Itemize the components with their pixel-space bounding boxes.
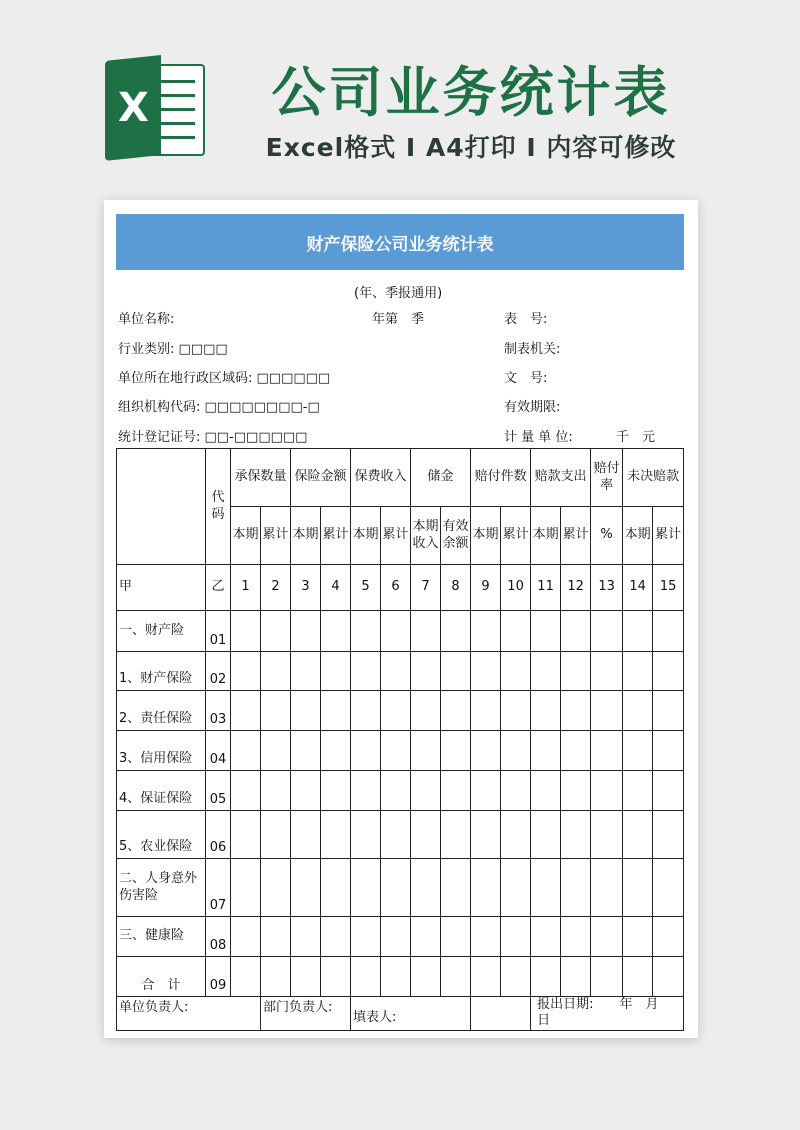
row-code: 09 [206,957,231,997]
issuer-field: 制表机关: [504,342,561,357]
filler-field: 填表人: [351,997,471,1031]
sub-header: 累计 [501,507,531,565]
sub-header: 本期 [291,507,321,565]
group-header: 赔付件数 [471,449,531,507]
index-cell: 10 [501,565,531,611]
table-row [117,771,684,811]
row-code: 03 [206,691,231,731]
group-header: 保费收入 [351,449,411,507]
year-quarter-field: 年第 季 [372,312,425,327]
index-cell: 9 [471,565,501,611]
index-row [117,565,684,611]
row-label: 4、保证保险 [117,771,206,811]
group-header: 赔款支出 [531,449,591,507]
code-header: 代码 [206,449,231,565]
header-row-groups [117,449,684,507]
index-cell: 乙 [206,565,231,611]
group-header: 赔付率 [591,449,623,507]
org-code-field: 组织机构代码: □□□□□□□□-□ [118,400,320,415]
index-cell: 14 [623,565,653,611]
row-code: 07 [206,859,231,917]
row-label: 一、财产险 [117,611,206,652]
page-title: 公司业务统计表 [271,61,671,124]
excel-logo-icon [105,58,205,158]
table-row [117,917,684,957]
table-row-total [117,957,684,997]
sub-header: 本期 [351,507,381,565]
industry-field: 行业类别: □□□□ [118,342,228,357]
index-cell: 甲 [117,565,206,611]
period-note: (年、季报通用) [354,286,443,301]
index-cell: 3 [291,565,321,611]
row-label: 1、财产保险 [117,652,206,691]
sub-header: 累计 [381,507,411,565]
doc-number-field: 文 号: [504,371,548,386]
table-row [117,731,684,771]
sub-header: 本期 [231,507,261,565]
report-date-field [531,997,684,1031]
row-label: 5、农业保险 [117,811,206,859]
valid-period-field: 有效期限: [504,400,561,415]
sheet-title-banner: 财产保险公司业务统计表 [116,214,684,270]
index-cell: 11 [531,565,561,611]
row-code: 02 [206,652,231,691]
table-row [117,611,684,652]
sub-header: 有效余额 [441,507,471,565]
index-cell: 8 [441,565,471,611]
sub-header: 本期 [471,507,501,565]
index-cell: 1 [231,565,261,611]
row-code: 08 [206,917,231,957]
sub-header: % [591,507,623,565]
row-label: 合 计 [117,957,206,997]
index-cell: 5 [351,565,381,611]
region-code-field: 单位所在地行政区域码: □□□□□□ [118,371,331,386]
sub-header: 累计 [321,507,351,565]
index-cell: 2 [261,565,291,611]
table-row [117,859,684,917]
group-header: 保险金额 [291,449,351,507]
index-cell: 15 [653,565,684,611]
excel-letter: X [117,85,149,131]
row-code: 06 [206,811,231,859]
row-code: 04 [206,731,231,771]
signature-row [117,997,684,1031]
row-label: 3、信用保险 [117,731,206,771]
index-cell: 12 [561,565,591,611]
sub-header: 本期 [623,507,653,565]
index-cell: 13 [591,565,623,611]
unit-value: 千 元 [616,430,656,445]
index-cell: 6 [381,565,411,611]
stat-reg-field: 统计登记证号: □□-□□□□□□ [118,430,308,445]
excel-badge [105,55,161,161]
page-subtitle: Excel格式 I A4打印 I 内容可修改 [265,133,677,162]
table-row [117,811,684,859]
row-label: 三、健康险 [117,917,206,957]
table-number-field: 表 号: [504,312,548,327]
unit-name-field: 单位名称: [118,312,175,327]
row-label: 2、责任保险 [117,691,206,731]
table-row [117,691,684,731]
sub-header: 累计 [653,507,684,565]
group-header: 承保数量 [231,449,291,507]
sub-header: 累计 [261,507,291,565]
document-sheet [104,200,698,1038]
dept-head-field: 部门负责人: [261,997,351,1031]
sub-header: 累计 [561,507,591,565]
index-cell: 4 [321,565,351,611]
corner-cell [117,449,206,565]
report-date-format: 年 月 日 [537,997,672,1029]
row-label: 二、人身意外伤害险 [117,859,206,917]
group-header: 储金 [411,449,471,507]
unit-label: 计 量 单 位: [504,430,573,445]
unit-head-field: 单位负责人: [117,997,261,1031]
row-code: 05 [206,771,231,811]
sub-header: 本期收入 [411,507,441,565]
report-date-label: 报出日期: [537,997,594,1012]
sub-header: 本期 [531,507,561,565]
statistics-table [116,448,684,1031]
index-cell: 7 [411,565,441,611]
table-row [117,652,684,691]
group-header: 未决赔款 [623,449,684,507]
row-code: 01 [206,611,231,652]
